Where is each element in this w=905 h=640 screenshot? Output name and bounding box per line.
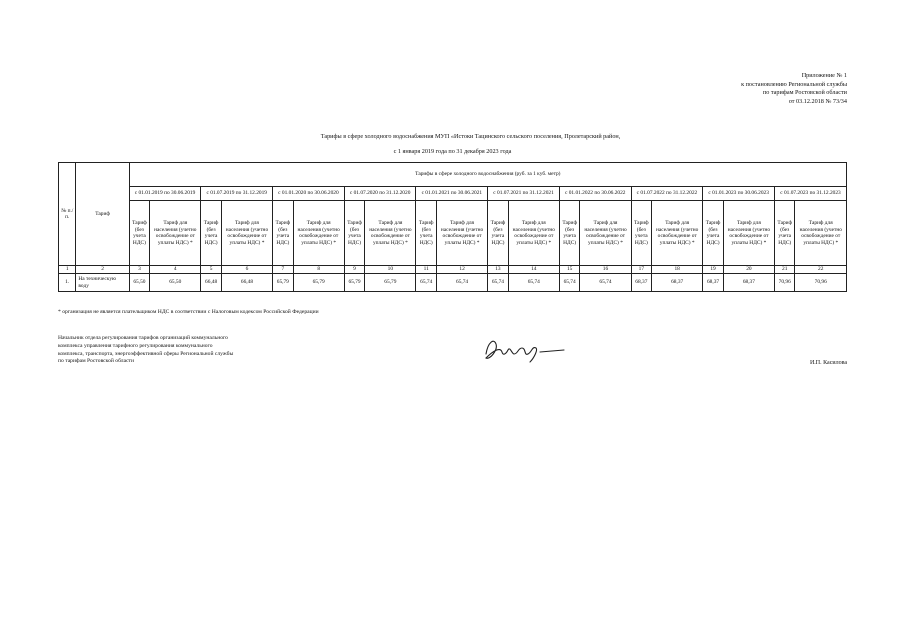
column-number: 7 [273, 266, 293, 274]
column-number: 14 [508, 266, 559, 274]
table-row [59, 274, 847, 292]
column-number: 6 [221, 266, 272, 274]
header-num: № п./п. [59, 163, 76, 266]
row-number: 1. [59, 274, 76, 292]
signer-position-line: Начальник отдела регулирования тарифов организаций коммунального [58, 335, 228, 341]
subheader-tariff: Тариф (без учета НДС) [273, 201, 293, 266]
column-number: 11 [416, 266, 436, 274]
appendix-block [647, 72, 847, 106]
tariff-value: 68,37 [723, 274, 774, 292]
row-name: На техническую воду [76, 274, 129, 292]
column-number: 16 [580, 266, 631, 274]
column-number: 2 [76, 266, 129, 274]
signer-position-line: комплекса, транспорта, энергоэффективной сферы Региональной службы [58, 350, 234, 357]
subheader-population: Тариф для населения (учетно освобождение от уплаты НДС) * [293, 201, 344, 266]
subheader-population: Тариф для населения (учетно освобождение от уплаты НДС) * [365, 201, 416, 266]
column-number: 3 [129, 266, 149, 274]
handwritten-signature [478, 332, 568, 366]
subheader-tariff: Тариф (без учета НДС) [703, 201, 723, 266]
tariff-table [58, 162, 847, 292]
column-number: 22 [795, 266, 847, 274]
subheader-tariff: Тариф (без учета НДС) [631, 201, 651, 266]
subheader-population: Тариф для населения (учетно освобождение от уплаты НДС) * [795, 201, 847, 266]
tariff-value: 68,37 [652, 274, 703, 292]
tariff-value: 66,48 [201, 274, 221, 292]
document-period: с 1 января 2019 года по 31 декабря 2023 года [393, 148, 512, 155]
column-number: 17 [631, 266, 651, 274]
subheader-tariff: Тариф (без учета НДС) [775, 201, 795, 266]
column-number: 19 [703, 266, 723, 274]
column-number: 9 [344, 266, 364, 274]
tariff-value: 65,74 [580, 274, 631, 292]
subheader-population: Тариф для населения (учетно освобождение от уплаты НДС) * [436, 201, 487, 266]
column-number: 10 [365, 266, 416, 274]
column-number: 5 [201, 266, 221, 274]
appendix-line: по тарифам Ростовской области [762, 89, 847, 97]
period-header: с 01.01.2023 по 30.06.2023 [703, 187, 775, 201]
period-header: с 01.01.2022 по 30.06.2022 [559, 187, 631, 201]
header-group: Тарифы в сфере холодного водоснабжения (руб. за 1 куб. метр) [129, 163, 846, 187]
period-header: с 01.07.2022 по 31.12.2022 [631, 187, 703, 201]
signer-position-line: по тарифам Ростовской области [58, 358, 134, 365]
tariff-value: 65,79 [273, 274, 293, 292]
column-number: 15 [559, 266, 579, 274]
column-number: 18 [652, 266, 703, 274]
tariff-value: 70,96 [775, 274, 795, 292]
header-tariff: Тариф [76, 163, 129, 266]
tariff-value: 65,74 [559, 274, 579, 292]
document-title: Тарифы в сфере холодного водоснабжения МУП «Истоки Тацинского сельского поселения, Пролетарский район, [320, 133, 621, 140]
period-header: с 01.07.2020 по 31.12.2020 [344, 187, 416, 201]
subheader-tariff: Тариф (без учета НДС) [129, 201, 149, 266]
tariff-value: 65,74 [436, 274, 487, 292]
period-header: с 01.07.2021 по 31.12.2021 [488, 187, 560, 201]
subheader-tariff: Тариф (без учета НДС) [416, 201, 436, 266]
appendix-line: Приложение № 1 [801, 72, 847, 79]
subheader-population: Тариф для населения (учетно освобождение от уплаты НДС) * [150, 201, 201, 266]
subheader-population: Тариф для населения (учетно освобождение от уплаты НДС) * [723, 201, 774, 266]
tariff-value: 65,74 [508, 274, 559, 292]
subheader-population: Тариф для населения (учетно освобождение от уплаты НДС) * [508, 201, 559, 266]
footnote: * организация не является плательщиком НДС в соответствии с Налоговым кодексом Российской Федерации [58, 309, 319, 315]
tariff-value: 70,96 [795, 274, 847, 292]
subheader-tariff: Тариф (без учета НДС) [559, 201, 579, 266]
tariff-value: 65,50 [129, 274, 149, 292]
tariff-value: 65,79 [293, 274, 344, 292]
period-header: с 01.01.2020 по 30.06.2020 [273, 187, 345, 201]
signer-name: И.П. Касилова [809, 360, 847, 366]
subheader-population: Тариф для населения (учетно освобождение от уплаты НДС) * [221, 201, 272, 266]
subheader-population: Тариф для населения (учетно освобождение от уплаты НДС) * [652, 201, 703, 266]
tariff-value: 68,37 [703, 274, 723, 292]
column-number: 4 [150, 266, 201, 274]
tariff-value: 65,74 [488, 274, 508, 292]
tariff-value: 68,37 [631, 274, 651, 292]
signer-position [58, 335, 298, 366]
tariff-value: 65,79 [344, 274, 364, 292]
column-number: 13 [488, 266, 508, 274]
tariff-value: 65,74 [416, 274, 436, 292]
period-header: с 01.01.2021 по 30.06.2021 [416, 187, 488, 201]
appendix-line: к постановлению Региональной службы [741, 80, 847, 88]
column-number: 12 [436, 266, 487, 274]
signer-position-line: комплекса управления тарифного регулирования коммунального [58, 342, 213, 349]
column-number: 8 [293, 266, 344, 274]
tariff-value: 65,50 [150, 274, 201, 292]
subheader-population: Тариф для населения (учетно освобождение от уплаты НДС) * [580, 201, 631, 266]
period-header: с 01.01.2019 по 30.06.2019 [129, 187, 201, 201]
appendix-line: от 03.12.2018 № 73/34 [788, 97, 847, 105]
subheader-tariff: Тариф (без учета НДС) [344, 201, 364, 266]
tariff-value: 66,48 [221, 274, 272, 292]
column-number: 1 [59, 266, 76, 274]
period-header: с 01.07.2019 по 31.12.2019 [201, 187, 273, 201]
period-header: с 01.07.2023 по 31.12.2023 [775, 187, 847, 201]
column-number: 21 [775, 266, 795, 274]
tariff-value: 65,79 [365, 274, 416, 292]
subheader-tariff: Тариф (без учета НДС) [201, 201, 221, 266]
column-number: 20 [723, 266, 774, 274]
subheader-tariff: Тариф (без учета НДС) [488, 201, 508, 266]
